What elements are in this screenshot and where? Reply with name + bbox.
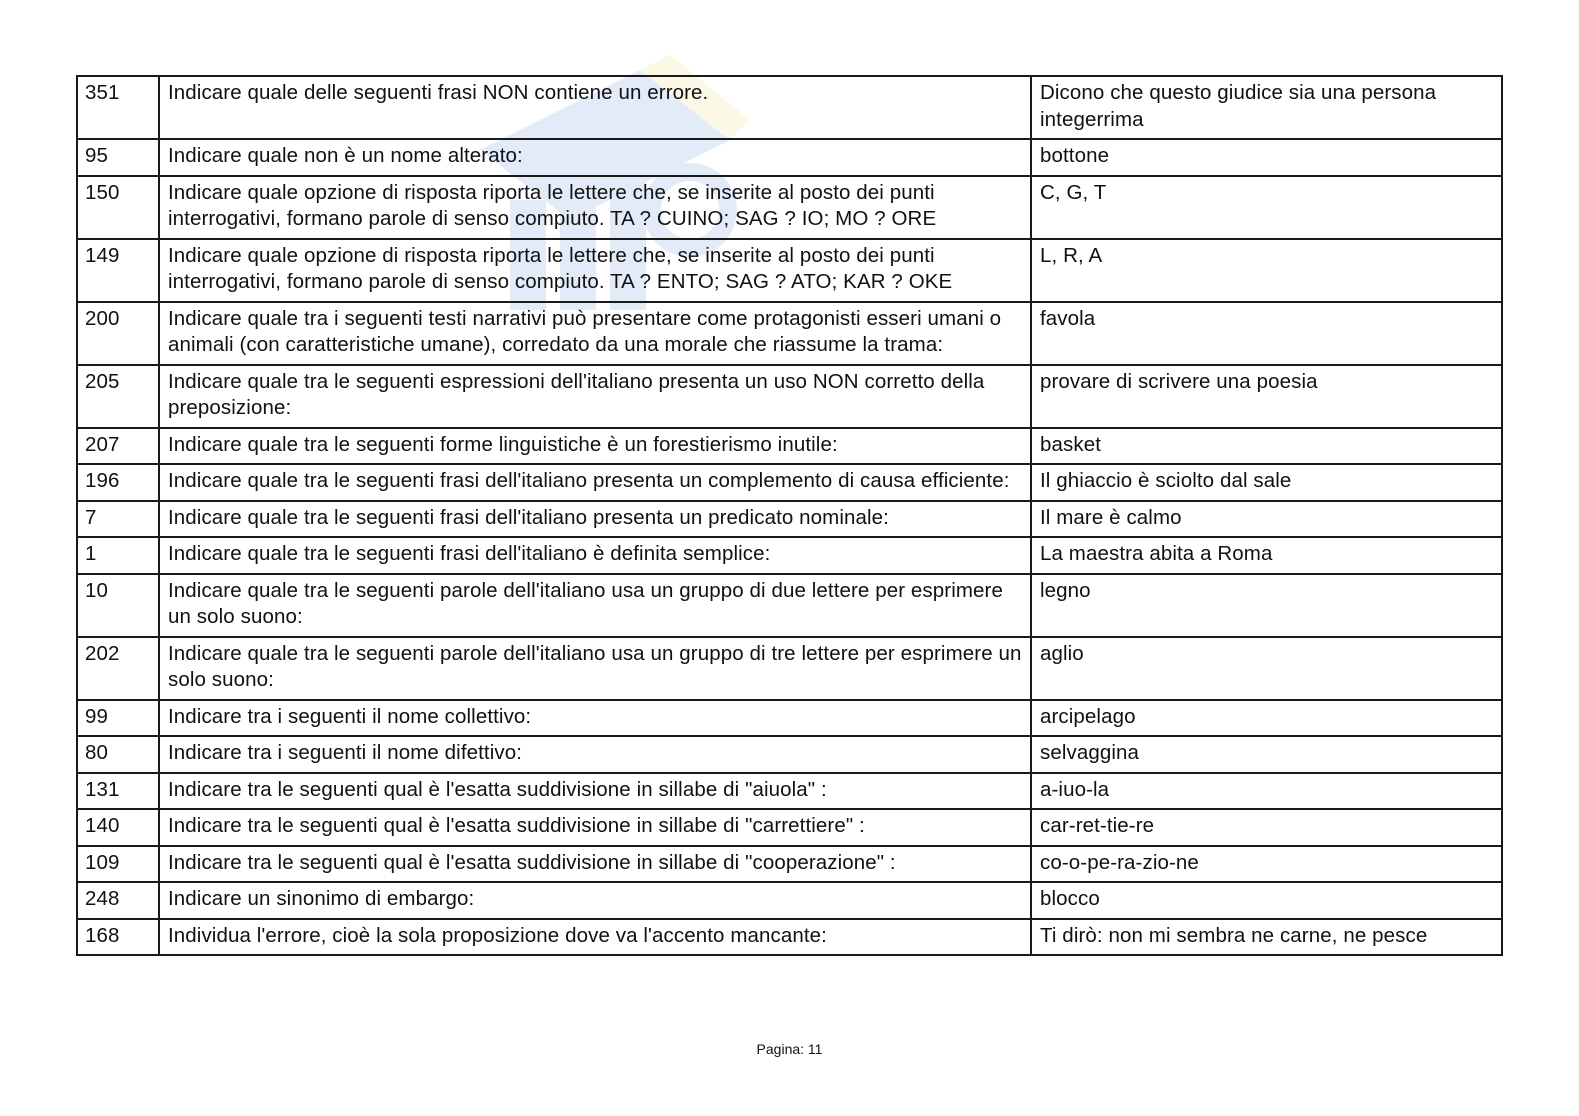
question-text: Indicare quale opzione di risposta riporta le lettere che, se inserite al posto dei punti interrogativi, formano parole di senso compiuto. TA ? ENTO; SAG ? ATO; KAR ? OKE: [159, 239, 1031, 302]
question-number: 205: [77, 365, 159, 428]
table-row: [77, 501, 1502, 538]
answer-text: La maestra abita a Roma: [1031, 537, 1502, 574]
question-text: Individua l'errore, cioè la sola proposizione dove va l'accento mancante:: [159, 919, 1031, 956]
answer-text: car-ret-tie-re: [1031, 809, 1502, 846]
answer-text: Ti dirò: non mi sembra ne carne, ne pesce: [1031, 919, 1502, 956]
table-row: [77, 846, 1502, 883]
question-text: Indicare tra le seguenti qual è l'esatta suddivisione in sillabe di "carrettiere" :: [159, 809, 1031, 846]
answer-text: co-o-pe-ra-zio-ne: [1031, 846, 1502, 883]
question-text: Indicare quale delle seguenti frasi NON contiene un errore.: [159, 76, 1031, 139]
question-number: 168: [77, 919, 159, 956]
answer-text: L, R, A: [1031, 239, 1502, 302]
question-number: 149: [77, 239, 159, 302]
question-number: 7: [77, 501, 159, 538]
answer-text: aglio: [1031, 637, 1502, 700]
answer-text: bottone: [1031, 139, 1502, 176]
answer-text: Il mare è calmo: [1031, 501, 1502, 538]
table-row: [77, 773, 1502, 810]
answer-text: a-iuo-la: [1031, 773, 1502, 810]
table-row: [77, 239, 1502, 302]
questions-table-body: [77, 76, 1502, 955]
answer-text: Il ghiaccio è sciolto dal sale: [1031, 464, 1502, 501]
table-row: [77, 809, 1502, 846]
question-number: 1: [77, 537, 159, 574]
question-number: 248: [77, 882, 159, 919]
table-row: [77, 302, 1502, 365]
question-number: 10: [77, 574, 159, 637]
question-text: Indicare quale tra le seguenti frasi dell'italiano presenta un predicato nominale:: [159, 501, 1031, 538]
question-number: 80: [77, 736, 159, 773]
table-row: [77, 365, 1502, 428]
table-row: [77, 919, 1502, 956]
question-number: 99: [77, 700, 159, 737]
question-number: 351: [77, 76, 159, 139]
table-row: [77, 464, 1502, 501]
question-text: Indicare tra i seguenti il nome difettivo:: [159, 736, 1031, 773]
table-row: [77, 882, 1502, 919]
answer-text: legno: [1031, 574, 1502, 637]
questions-table: [76, 75, 1503, 956]
question-text: Indicare quale tra i seguenti testi narrativi può presentare come protagonisti esseri umani o animali (con caratteristiche umane), corredato da una morale che riassume la trama:: [159, 302, 1031, 365]
answer-text: Dicono che questo giudice sia una persona integerrima: [1031, 76, 1502, 139]
question-text: Indicare tra le seguenti qual è l'esatta suddivisione in sillabe di "aiuola" :: [159, 773, 1031, 810]
page-number: Pagina: 11: [756, 1041, 823, 1057]
question-text: Indicare quale opzione di risposta riporta le lettere che, se inserite al posto dei punti interrogativi, formano parole di senso compiuto. TA ? CUINO; SAG ? IO; MO ? ORE: [159, 176, 1031, 239]
table-row: [77, 537, 1502, 574]
table-row: [77, 700, 1502, 737]
answer-text: basket: [1031, 428, 1502, 465]
table-row: [77, 428, 1502, 465]
question-number: 202: [77, 637, 159, 700]
question-number: 131: [77, 773, 159, 810]
table-row: [77, 176, 1502, 239]
question-text: Indicare quale tra le seguenti frasi dell'italiano presenta un complemento di causa efficiente:: [159, 464, 1031, 501]
question-text: Indicare quale tra le seguenti espressioni dell'italiano presenta un uso NON corretto della preposizione:: [159, 365, 1031, 428]
table-row: [77, 574, 1502, 637]
answer-text: C, G, T: [1031, 176, 1502, 239]
answer-text: provare di scrivere una poesia: [1031, 365, 1502, 428]
answer-text: arcipelago: [1031, 700, 1502, 737]
question-number: 196: [77, 464, 159, 501]
question-text: Indicare quale tra le seguenti frasi dell'italiano è definita semplice:: [159, 537, 1031, 574]
table-row: [77, 76, 1502, 139]
question-text: Indicare quale tra le seguenti parole dell'italiano usa un gruppo di due lettere per esprimere un solo suono:: [159, 574, 1031, 637]
answer-text: blocco: [1031, 882, 1502, 919]
question-number: 200: [77, 302, 159, 365]
question-text: Indicare un sinonimo di embargo:: [159, 882, 1031, 919]
questions-table-container: [76, 75, 1501, 956]
question-number: 140: [77, 809, 159, 846]
table-row: [77, 139, 1502, 176]
question-text: Indicare quale tra le seguenti parole dell'italiano usa un gruppo di tre lettere per esprimere un solo suono:: [159, 637, 1031, 700]
question-text: Indicare tra le seguenti qual è l'esatta suddivisione in sillabe di "cooperazione" :: [159, 846, 1031, 883]
question-text: Indicare quale tra le seguenti forme linguistiche è un forestierismo inutile:: [159, 428, 1031, 465]
question-number: 95: [77, 139, 159, 176]
answer-text: selvaggina: [1031, 736, 1502, 773]
question-number: 150: [77, 176, 159, 239]
table-row: [77, 637, 1502, 700]
answer-text: favola: [1031, 302, 1502, 365]
question-number: 109: [77, 846, 159, 883]
question-text: Indicare tra i seguenti il nome collettivo:: [159, 700, 1031, 737]
question-text: Indicare quale non è un nome alterato:: [159, 139, 1031, 176]
table-row: [77, 736, 1502, 773]
question-number: 207: [77, 428, 159, 465]
